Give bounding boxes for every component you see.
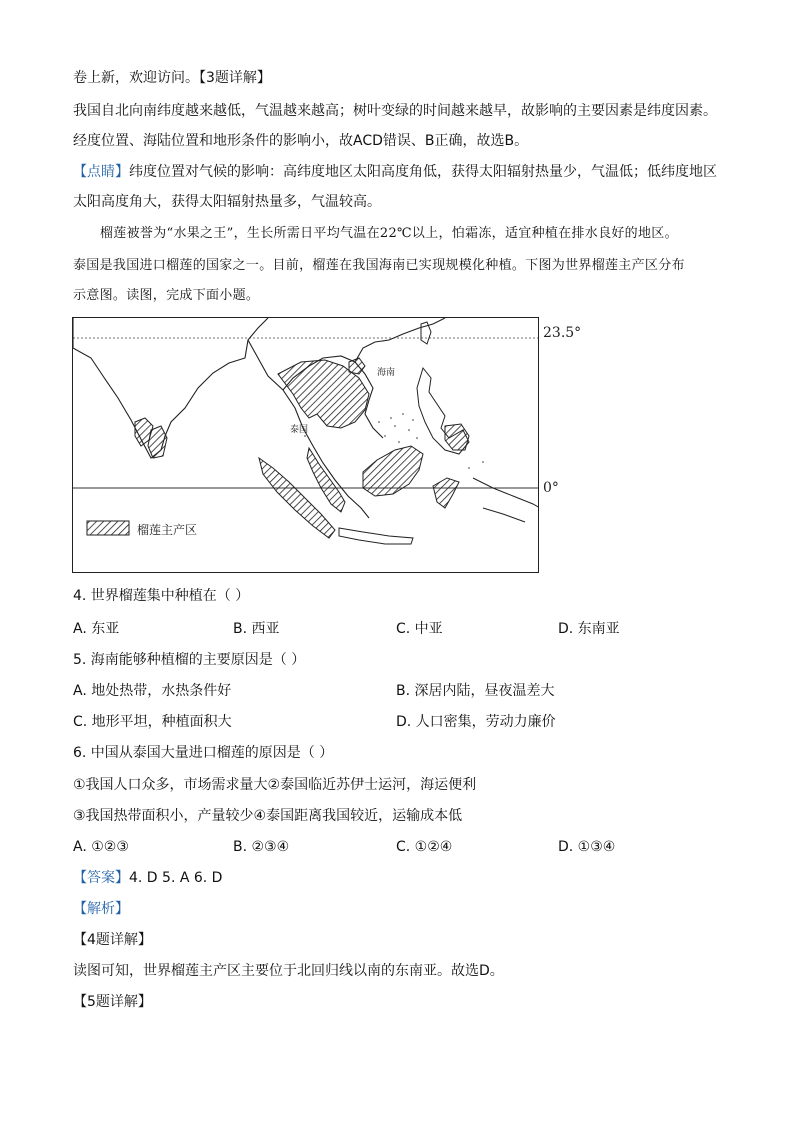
intro-line-3: 经度位置、海陆位置和地形条件的影响小，故ACD错误、B正确，故选B。	[73, 133, 529, 149]
q6-stem: 6. 中国从泰国大量进口榴莲的原因是（ ）	[73, 745, 334, 761]
q4-option-b[interactable]: B. 西亚	[233, 621, 280, 637]
mindanao-region	[445, 424, 469, 450]
passage-line-1: 榴莲被誉为“水果之王”，生长所需日平均气温在22℃以上，怕霜冻，适宜种植在排水良好的地区。	[100, 226, 678, 241]
passage-line-3: 示意图。读图，完成下面小题。	[73, 288, 260, 303]
q4-option-d[interactable]: D. 东南亚	[558, 621, 620, 637]
q5-detail-tag: 【5题详解】	[73, 994, 152, 1010]
india-coast	[73, 318, 268, 458]
q5-option-c[interactable]: C. 地形平坦，种植面积大	[73, 714, 232, 730]
q6-statement-1: ①我国人口众多，市场需求量大②泰国临近苏伊士运河，海运便利	[73, 777, 477, 793]
passage-line-2: 泰国是我国进口榴莲的国家之一。目前，榴莲在我国海南已实现规模化种植。下图为世界榴莲主产区分布	[73, 258, 685, 273]
intro-line-2: 我国自北向南纬度越来越低，气温越来越高；树叶变绿的时间越来越早，故影响的主要因素是纬度因素。	[73, 103, 717, 119]
label-hainan: 海南	[377, 368, 396, 378]
durian-distribution-map	[72, 317, 539, 573]
label-tropic: 23.5°	[543, 325, 582, 341]
java-coast	[339, 528, 413, 544]
answer-line	[73, 868, 222, 888]
intro-line-5: 太阳高度角大，获得太阳辐射热量多，气温较高。	[73, 194, 381, 210]
legend-swatch	[87, 521, 129, 535]
q5-stem: 5. 海南能够种植榴的主要原因是（ ）	[73, 652, 306, 668]
intro-line-1: 卷上新，欢迎访问。【3题详解】	[73, 70, 271, 86]
legend-label: 榴莲主产区	[137, 523, 198, 537]
q4-detail-tag: 【4题详解】	[73, 932, 152, 948]
label-equator: 0°	[543, 480, 559, 496]
analysis-tag: 【解析】	[73, 901, 129, 917]
q6-option-b[interactable]: B. ②③④	[233, 839, 290, 855]
q5-option-d[interactable]: D. 人口密集，劳动力廉价	[396, 714, 556, 730]
q4-option-c[interactable]: C. 中亚	[396, 621, 443, 637]
answer-tag: 【答案】	[73, 870, 129, 886]
intro-line-4	[73, 162, 717, 182]
q6-option-c[interactable]: C. ①②④	[396, 839, 453, 855]
tip-text: 纬度位置对气候的影响：高纬度地区太阳高度角低，获得太阳辐射热量少，气温低；低纬度地区	[129, 164, 717, 180]
q6-statement-2: ③我国热带面积小，产量较少④泰国距离我国较近，运输成本低	[73, 808, 463, 824]
q6-option-a[interactable]: A. ①②③	[73, 839, 129, 855]
malay-region	[307, 448, 345, 512]
sulawesi-region	[433, 478, 459, 508]
q5-option-b[interactable]: B. 深居内陆，昼夜温差大	[396, 683, 555, 699]
q4-detail-text: 读图可知，世界榴莲主产区主要位于北回归线以南的东南亚。故选D。	[73, 963, 504, 979]
eastern-islands	[473, 478, 539, 522]
q4-stem: 4. 世界榴莲集中种植在（ ）	[73, 588, 250, 604]
q4-option-a[interactable]: A. 东亚	[73, 621, 120, 637]
answer-text: 4. D 5. A 6. D	[129, 870, 223, 886]
label-thailand: 泰国	[290, 425, 309, 435]
q6-option-d[interactable]: D. ①③④	[558, 839, 616, 855]
tip-tag: 【点睛】	[73, 164, 129, 180]
q5-option-a[interactable]: A. 地处热带，水热条件好	[73, 683, 232, 699]
